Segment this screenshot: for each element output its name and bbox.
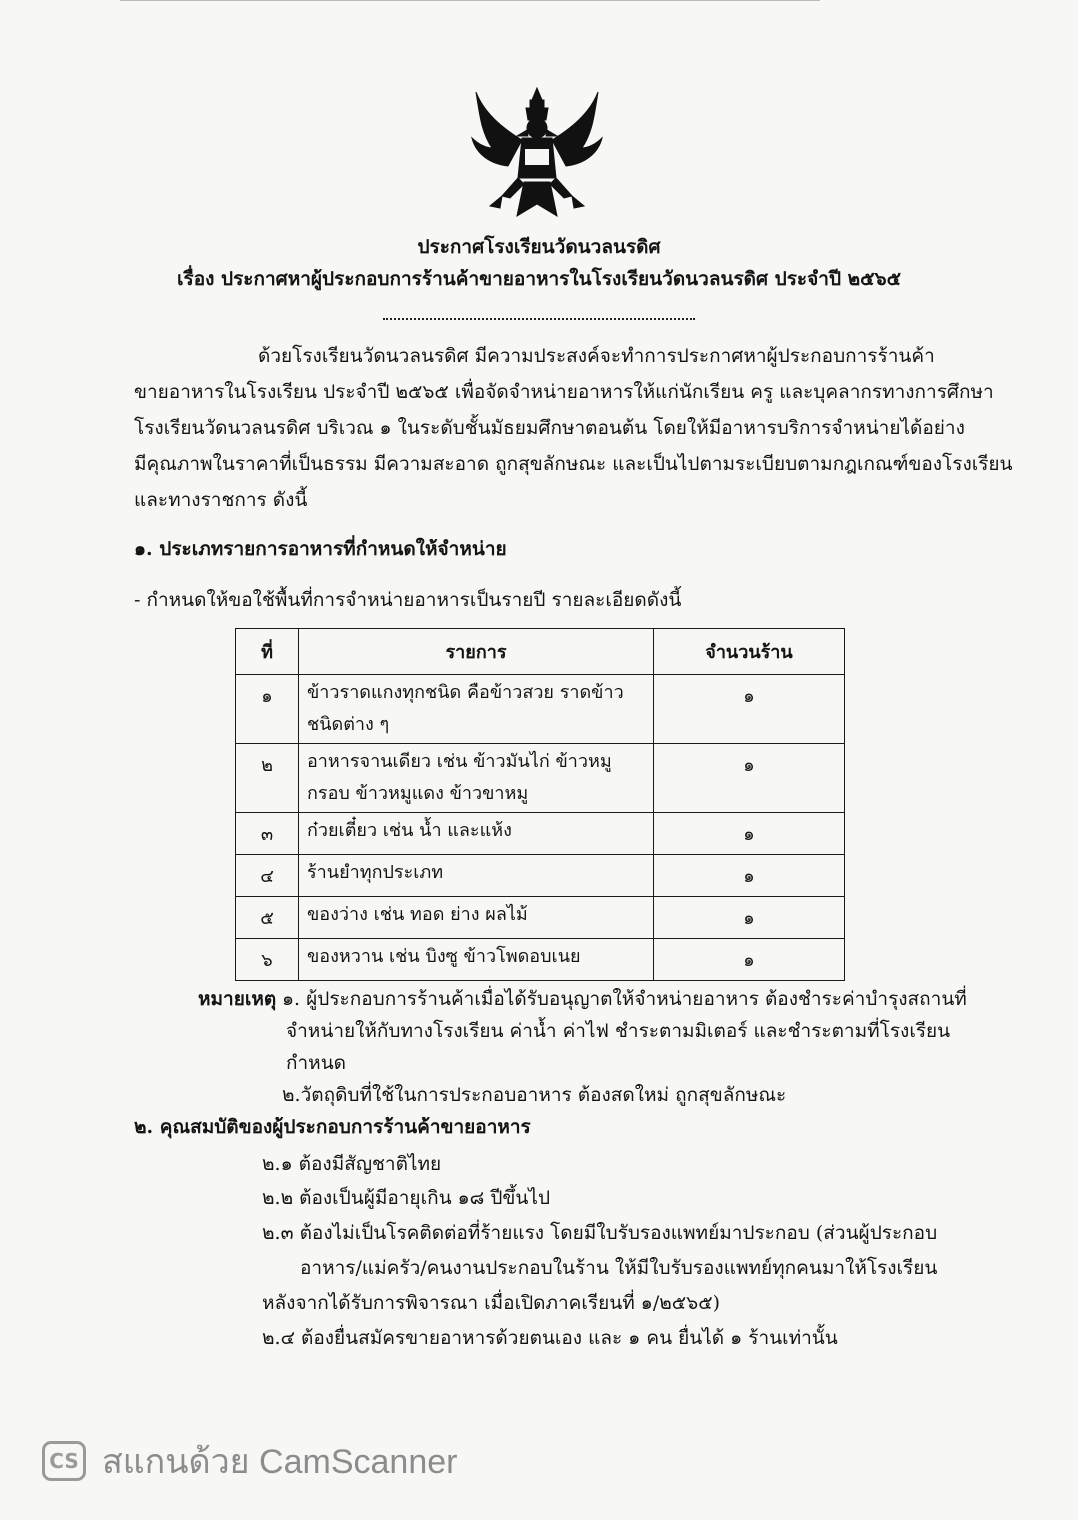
table-header-row	[236, 629, 845, 675]
row-no: ๑	[236, 675, 299, 744]
qualification-2-3-line-3: หลังจากได้รับการพิจารณา เมื่อเปิดภาคเรียนที่ ๑/๒๕๖๕)	[262, 1292, 720, 1314]
announcement-title: ประกาศโรงเรียนวัดนวลนรดิศ	[417, 236, 661, 258]
intro-line-5: และทางราชการ ดังนี้	[134, 489, 308, 511]
remark-1-line-1: ๑. ผู้ประกอบการร้านค้าเมื่อได้รับอนุญาตให้จำหน่ายอาหาร ต้องชำระค่าบำรุงสถานที่	[282, 988, 967, 1010]
row-item: ก๋วยเตี๋ยว เช่น น้ำ และแห้ง	[299, 813, 654, 855]
row-count: ๑	[654, 939, 845, 981]
food-items-table	[235, 628, 845, 981]
remark-1-line-2: จำหน่ายให้กับทางโรงเรียน ค่าน้ำ ค่าไฟ ชำระตามมิเตอร์ และชำระตามที่โรงเรียน	[286, 1020, 951, 1042]
qualification-2-4: ๒.๔ ต้องยื่นสมัครขายอาหารด้วยตนเอง และ ๑ คน ยื่นได้ ๑ ร้านเท่านั้น	[262, 1327, 838, 1349]
table-row	[236, 855, 845, 897]
camscanner-logo-icon: CS	[42, 1441, 86, 1481]
row-no: ๖	[236, 939, 299, 981]
garuda-emblem-icon	[462, 78, 612, 228]
table-row	[236, 744, 845, 813]
remark-1-line-3: กำหนด	[286, 1052, 347, 1074]
camscanner-text: สแกนด้วย CamScanner	[102, 1443, 458, 1481]
row-count: ๑	[654, 813, 845, 855]
remark-2: ๒.วัตถุดิบที่ใช้ในการประกอบอาหาร ต้องสดใหม่ ถูกสุขลักษณะ	[282, 1084, 787, 1106]
qualification-2-1: ๒.๑ ต้องมีสัญชาติไทย	[262, 1153, 442, 1175]
row-count: ๑	[654, 675, 845, 744]
row-item: ของว่าง เช่น ทอด ย่าง ผลไม้	[299, 897, 654, 939]
row-item: ข้าวราดแกงทุกชนิด คือข้าวสวย ราดข้าว ชนิดต่าง ๆ	[299, 675, 654, 744]
row-count: ๑	[654, 744, 845, 813]
header-no: ที่	[236, 629, 299, 675]
row-item: ร้านยำทุกประเภท	[299, 855, 654, 897]
qualification-2-3-line-1: ๒.๓ ต้องไม่เป็นโรคติดต่อที่ร้ายแรง โดยมีใบรับรองแพทย์มาประกอบ (ส่วนผู้ประกอบ	[262, 1222, 938, 1244]
qualification-2-3-line-2: อาหาร/แม่ครัว/คนงานประกอบในร้าน ให้มีใบรับรองแพทย์ทุกคนมาให้โรงเรียน	[300, 1257, 938, 1279]
dotted-separator	[383, 312, 695, 320]
intro-line-4: มีคุณภาพในราคาที่เป็นธรรม มีความสะอาด ถูกสุขลักษณะ และเป็นไปตามระเบียบตามกฎเกณฑ์ของโรงเรียน	[134, 453, 1013, 475]
header-item: รายการ	[299, 629, 654, 675]
row-no: ๕	[236, 897, 299, 939]
camscanner-watermark	[42, 1438, 457, 1484]
announcement-subject: เรื่อง ประกาศหาผู้ประกอบการร้านค้าขายอาหารในโรงเรียนวัดนวลนรดิศ ประจำปี ๒๕๖๕	[177, 268, 901, 290]
table-row	[236, 813, 845, 855]
intro-line-1: ด้วยโรงเรียนวัดนวลนรดิศ มีความประสงค์จะทำการประกาศหาผู้ประกอบการร้านค้า	[258, 345, 935, 367]
row-no: ๔	[236, 855, 299, 897]
intro-line-2: ขายอาหารในโรงเรียน ประจำปี ๒๕๖๕ เพื่อจัดจำหน่ายอาหารให้แก่นักเรียน ครู และบุคลากรทางการศึกษา	[134, 381, 994, 403]
qualification-2-2: ๒.๒ ต้องเป็นผู้มีอายุเกิน ๑๘ ปีขึ้นไป	[262, 1187, 551, 1209]
row-item: อาหารจานเดียว เช่น ข้าวมันไก่ ข้าวหมู กรอบ ข้าวหมูแดง ข้าวขาหมู	[299, 744, 654, 813]
row-count: ๑	[654, 855, 845, 897]
header-count: จำนวนร้าน	[654, 629, 845, 675]
table-row	[236, 939, 845, 981]
intro-line-3: โรงเรียนวัดนวลนรดิศ บริเวณ ๑ ในระดับชั้นมัธยมศึกษาตอนต้น โดยให้มีอาหารบริการจำหน่ายได้อย่าง	[134, 417, 965, 439]
table-row	[236, 897, 845, 939]
section1-note: - กำหนดให้ขอใช้พื้นที่การจำหน่ายอาหารเป็นรายปี รายละเอียดดังนี้	[134, 589, 682, 611]
row-item: ของหวาน เช่น บิงซู ข้าวโพดอบเนย	[299, 939, 654, 981]
remarks-label: หมายเหตุ	[198, 988, 277, 1010]
table-row	[236, 675, 845, 744]
section2-heading: ๒. คุณสมบัติของผู้ประกอบการร้านค้าขายอาหาร	[134, 1116, 531, 1138]
scan-edge-line	[120, 0, 820, 1]
row-no: ๒	[236, 744, 299, 813]
row-no: ๓	[236, 813, 299, 855]
section1-heading: ๑. ประเภทรายการอาหารที่กำหนดให้จำหน่าย	[134, 538, 507, 560]
row-count: ๑	[654, 897, 845, 939]
